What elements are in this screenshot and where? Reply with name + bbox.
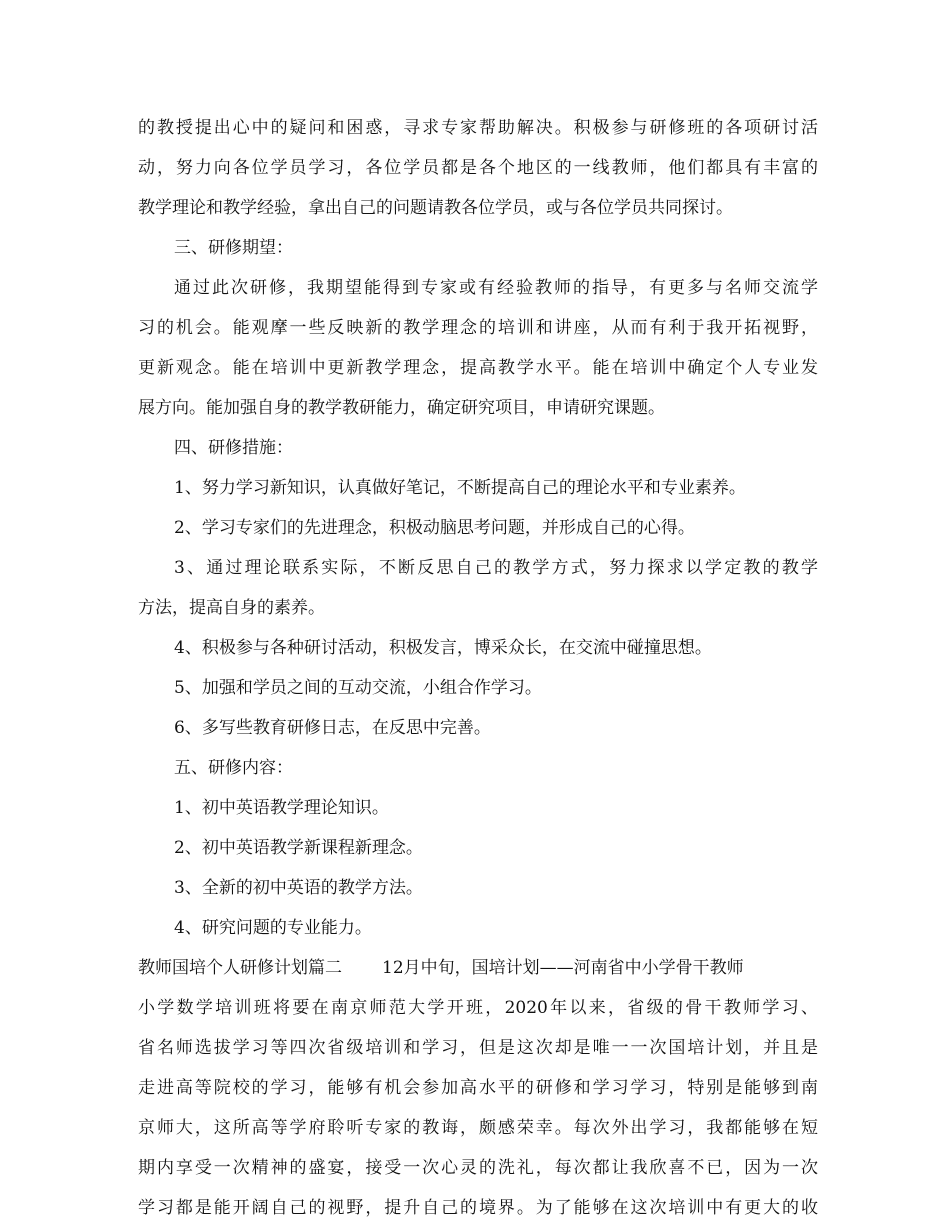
list-item: 4、研究问题的专业能力。 bbox=[174, 918, 372, 938]
paragraph-line: 走进高等院校的学习，能够有机会参加高水平的研修和学习学习，特别是能够到南 bbox=[138, 1078, 818, 1098]
paragraph-line: 展方向。能加强自身的教学教研能力，确定研究项目，申请研究课题。 bbox=[138, 398, 665, 418]
list-item: 2、初中英语教学新课程新理念。 bbox=[174, 838, 423, 858]
paragraph-line: 教学理论和教学经验，拿出自己的问题请教各位学员，或与各位学员共同探讨。 bbox=[138, 198, 733, 218]
list-item: 1、初中英语教学理论知识。 bbox=[174, 798, 389, 818]
list-item: 2、学习专家们的先进理念，积极动脑思考问题，并形成自己的心得。 bbox=[174, 518, 695, 538]
section-heading: 三、研修期望： bbox=[174, 238, 293, 258]
article-heading-line bbox=[138, 957, 818, 979]
paragraph-line: 学习都是能开阔自己的视野，提升自己的境界。为了能够在这次培训中有更大的收 bbox=[138, 1198, 818, 1218]
paragraph-line: 习的机会。能观摩一些反映新的教学理念的培训和讲座，从而有利于我开拓视野， bbox=[138, 318, 818, 338]
section-heading: 四、研修措施： bbox=[174, 438, 293, 458]
list-item: 5、加强和学员之间的互动交流，小组合作学习。 bbox=[174, 678, 542, 698]
list-item: 3、通过理论联系实际，不断反思自己的教学方式，努力探求以学定教的教学 bbox=[174, 558, 818, 578]
section-heading: 五、研修内容： bbox=[174, 758, 293, 778]
paragraph-line: 通过此次研修，我期望能得到专家或有经验教师的指导，有更多与名师交流学 bbox=[174, 278, 818, 298]
paragraph-line: 更新观念。能在培训中更新教学理念，提高教学水平。能在培训中确定个人专业发 bbox=[138, 358, 818, 378]
paragraph-line: 动，努力向各位学员学习，各位学员都是各个地区的一线教师，他们都具有丰富的 bbox=[138, 158, 818, 178]
paragraph-line: 省名师选拔学习等四次省级培训和学习，但是这次却是唯一一次国培计划，并且是 bbox=[138, 1038, 818, 1058]
list-item: 4、积极参与各种研讨活动，积极发言，博采众长，在交流中碰撞思想。 bbox=[174, 638, 712, 658]
list-item: 1、努力学习新知识，认真做好笔记，不断提高自己的理论水平和专业素养。 bbox=[174, 478, 746, 498]
article-title: 教师国培个人研修计划篇二 bbox=[138, 958, 342, 978]
list-item: 3、全新的初中英语的教学方法。 bbox=[174, 878, 423, 898]
list-item-continuation: 方法，提高自身的素养。 bbox=[138, 598, 325, 618]
paragraph-line: 京师大，这所高等学府聆听专家的教诲，颇感荣幸。每次外出学习，我都能够在短 bbox=[138, 1118, 818, 1138]
paragraph-line: 的教授提出心中的疑问和困惑，寻求专家帮助解决。积极参与研修班的各项研讨活 bbox=[138, 118, 818, 138]
paragraph-line: 小学数学培训班将要在南京师范大学开班，2020年以来，省级的骨干教师学习、 bbox=[138, 998, 818, 1018]
list-item: 6、多写些教育研修日志，在反思中完善。 bbox=[174, 718, 491, 738]
paragraph-line: 期内享受一次精神的盛宴，接受一次心灵的洗礼，每次都让我欣喜不已，因为一次 bbox=[138, 1158, 818, 1178]
article-intro: 12月中旬，国培计划——河南省中小学骨干教师 bbox=[382, 958, 744, 978]
